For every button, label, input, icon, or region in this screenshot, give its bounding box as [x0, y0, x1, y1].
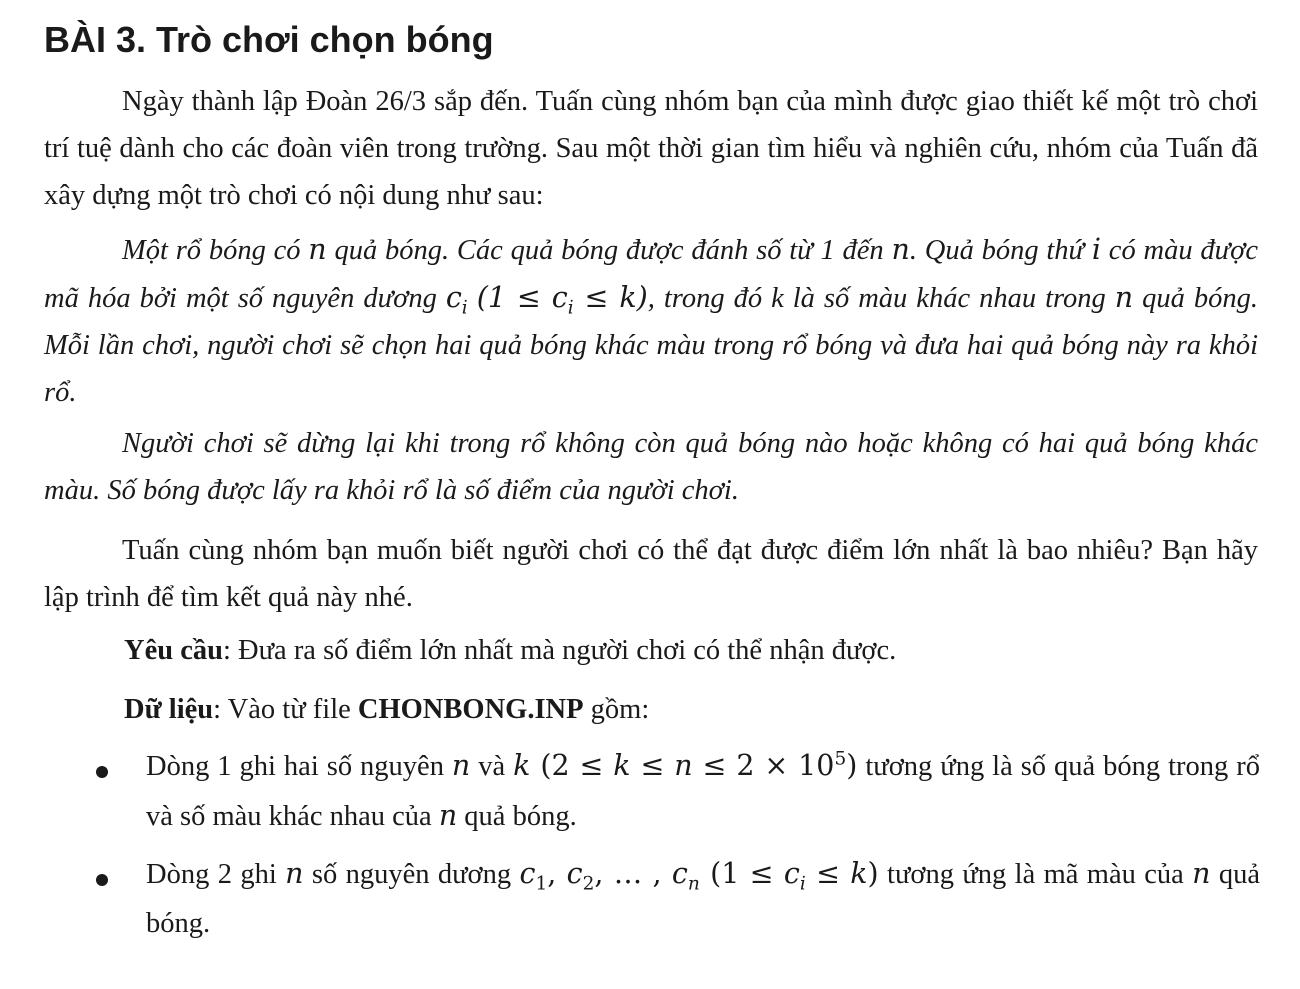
requirement-line: Yêu cầu: Đưa ra số điểm lớn nhất mà người chơi có thể nhận được. [124, 635, 897, 666]
input-filename: CHONBONG.INP [357, 694, 584, 725]
rules-paragraph-2: Người chơi sẽ dừng lại khi trong rổ không còn quả bóng nào hoặc không có hai quả bóng khác màu. Số bóng được lấy ra khỏi rổ là số điểm của người chơi. [44, 428, 1258, 506]
bullet-item-1: Dòng 1 ghi hai số nguyên n và k $(2 \le k \le n \le 2 \times 10^5)$ tương ứng là số quả bóng trong rổ và số màu khác nhau của n quả bóng. [146, 748, 1261, 832]
intro-paragraph: Ngày thành lập Đoàn 26/3 sắp đến. Tuấn cùng nhóm bạn của mình được giao thiết kế một trò chơi trí tuệ dành cho các đoàn viên trong trường. Sau một thời gian tìm hiểu và nghiên cứu, nhóm của Tuấn đã xây dựng một trò chơi có nội dung như sau: [44, 86, 1258, 211]
bullet-item-2: Dòng 2 ghi n số nguyên dương $c_1$, $c_2$, … , $c_n$ $(1 \le c_i \le k)$ tương ứng là mã màu của n quả bóng. [146, 857, 1261, 939]
bullet-dot-2 [96, 874, 108, 886]
data-line: Dữ liệu: Vào từ file CHONBONG.INP gồm: [124, 694, 650, 725]
requirement-label: Yêu cầu [124, 635, 223, 666]
bullet-dot-1 [96, 766, 108, 778]
problem-title: BÀI 3. Trò chơi chọn bóng [44, 19, 494, 60]
data-label: Dữ liệu [124, 694, 214, 725]
question-paragraph: Tuấn cùng nhóm bạn muốn biết người chơi có thể đạt được điểm lớn nhất là bao nhiêu? Bạn hãy lập trình để tìm kết quả này nhé. [44, 535, 1258, 613]
rules-paragraph-1: Một rổ bóng có n quả bóng. Các quả bóng được đánh số từ 1 đến n. Quả bóng thứ i có màu được mã hóa bởi một số nguyên dương $c_i$ $(1 \le c_i \le k)$, trong đó k là số màu khác nhau trong n quả bóng. Mỗi lần chơi, người chơi sẽ chọn hai quả bóng khác màu trong rổ bóng và đưa hai quả bóng này ra khỏi rổ. [44, 233, 1259, 408]
